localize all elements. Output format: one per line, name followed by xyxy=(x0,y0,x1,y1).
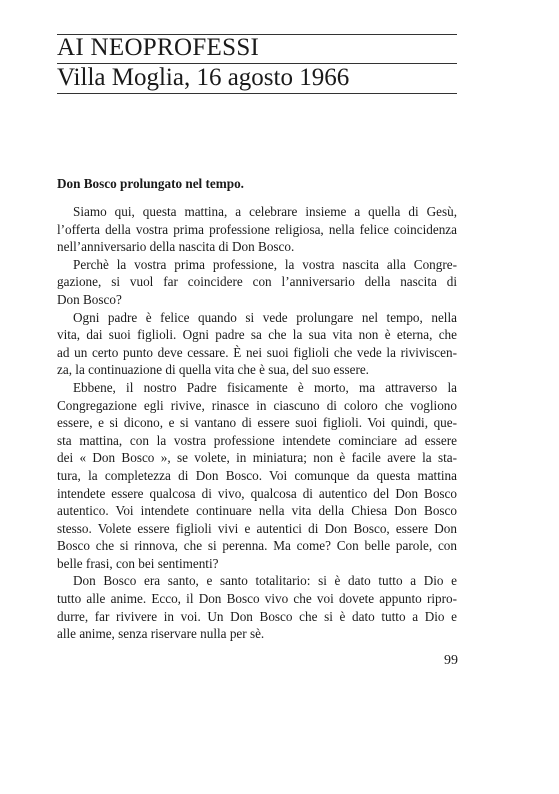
text-line: Don Bosco era santo, e santo totalitario: si è dato tutto a Dio e xyxy=(73,573,457,589)
text-line: alle anime, senza riservare nulla per sè. xyxy=(57,626,265,642)
text-line: intendete essere qualcosa di vivo, qualcosa di autentico del Don Bosco xyxy=(57,485,457,501)
text-line: Perchè la vostra prima professione, la vostra nascita alla Congre- xyxy=(73,256,457,272)
text-line: Siamo qui, questa mattina, a celebrare insieme a quella di Gesù, xyxy=(73,204,457,219)
text-line: Congregazione egli rivive, rinasce in ciascuno di coloro che vogliono xyxy=(57,397,457,413)
text-line: sta mattina, con la vostra professione intendete cominciare ad essere xyxy=(57,432,457,448)
text-line: l’offerta della vostra prima professione religiosa, nella felice coincidenza xyxy=(57,221,457,237)
text-line: vita, dai suoi figlioli. Ogni padre sa che la sua vita non è eterna, che xyxy=(57,327,457,343)
header-bottom-rule xyxy=(57,93,457,94)
chapter-subtitle: Villa Moglia, 16 agosto 1966 xyxy=(57,64,350,91)
text-line: Ogni padre è felice quando si vede prolungare nel tempo, nella xyxy=(73,309,457,325)
chapter-title: AI NEOPROFESSI xyxy=(57,34,260,61)
page-number: 99 xyxy=(444,653,458,668)
text-line: essere, e si dicono, e si vantano di essere suoi figlioli. Voi quindi, que- xyxy=(57,415,457,431)
text-line: ad un certo punto deve cessare. È nei suoi figlioli che vede la riviviscen- xyxy=(57,344,457,360)
text-line: stesso. Volete essere figlioli vivi e autentici di Don Bosco, essere Don xyxy=(57,520,457,536)
text-line: Ebbene, il nostro Padre fisicamente è morto, ma attraverso la xyxy=(73,379,457,395)
text-line: Bosco che si rinnova, che si perenna. Ma come? Con belle parole, con xyxy=(57,538,457,554)
text-line: za, la continuazione di quella vita che è sua, del suo essere. xyxy=(57,362,369,378)
text-line: belle frasi, con bei sentimenti? xyxy=(57,555,219,571)
text-line: durre, far rivivere in voi. Un Don Bosco che si è dato tutto a Dio e xyxy=(57,608,457,624)
text-line: dei « Don Bosco », se volete, in miniatura; non è facile avere la sta- xyxy=(57,450,457,466)
text-line: gazione, si vuol far coincidere con l’anniversario della nascita di xyxy=(57,274,457,290)
text-line: nell’anniversario della nascita di Don Bosco. xyxy=(57,239,295,255)
section-heading: Don Bosco prolungato nel tempo. xyxy=(57,176,244,191)
text-line: tutto alle anime. Ecco, il Don Bosco vivo che voi dovete appunto ripro- xyxy=(57,591,457,607)
text-line: autentico. Voi intendete continuare nella vita della Chiesa Don Bosco xyxy=(57,503,457,519)
body-text xyxy=(57,203,457,643)
text-line: tura, la completezza di Don Bosco. Voi comunque da questa mattina xyxy=(57,467,457,483)
text-line: Don Bosco? xyxy=(57,291,122,307)
